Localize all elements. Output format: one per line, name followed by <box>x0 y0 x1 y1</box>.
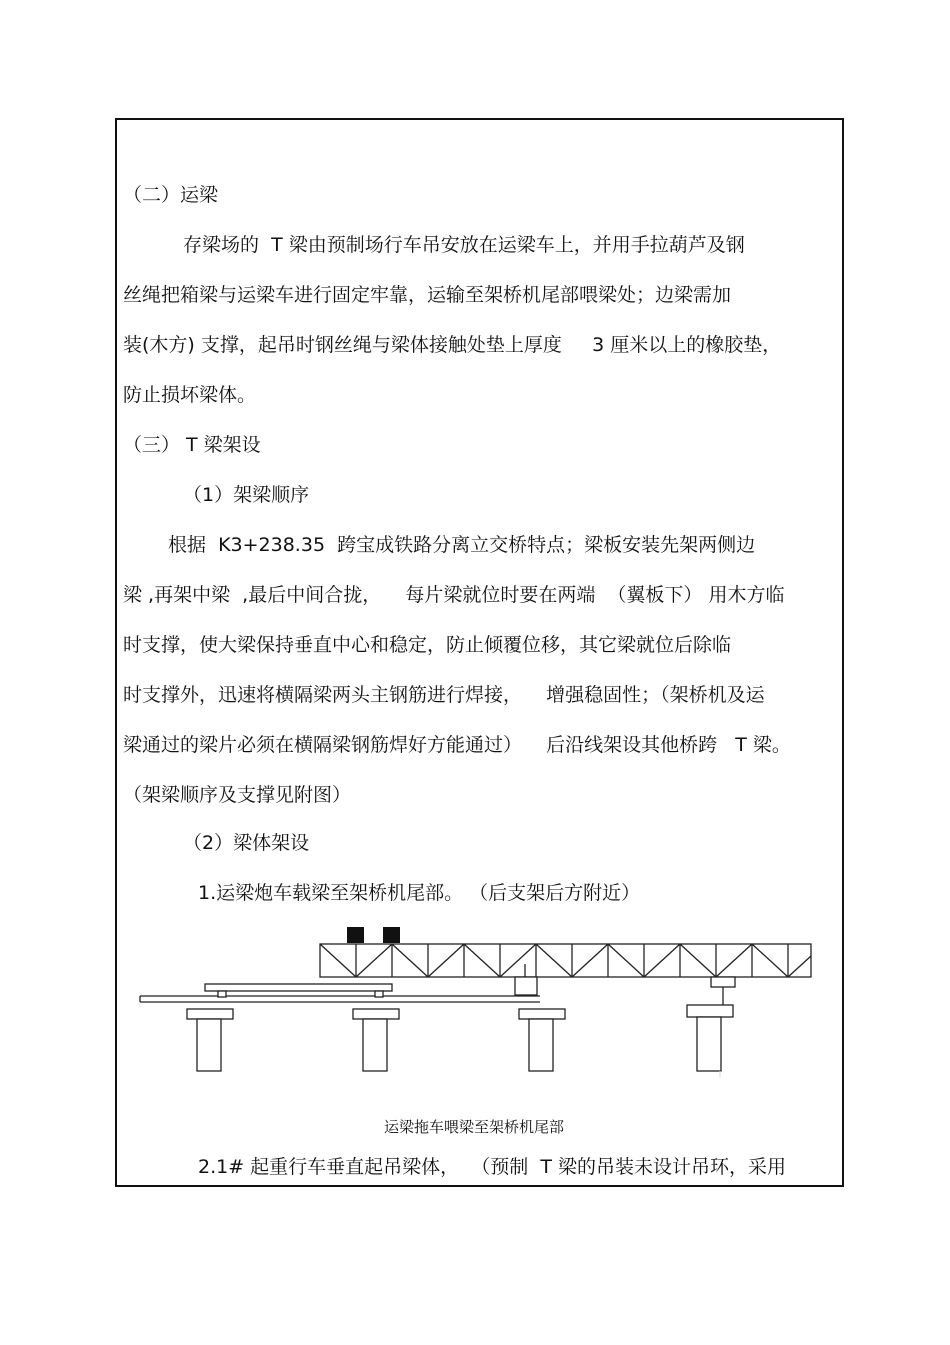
section-heading-erection: （三） T 梁架设 <box>123 434 261 456</box>
figure-caption: 运梁拖车喂梁至架桥机尾部 <box>384 1118 565 1136</box>
subheading-sequence: （1）架梁顺序 <box>183 484 310 506</box>
step-1-text: 1.运梁炮车载梁至架桥机尾部。 （后支架后方附近） <box>198 882 641 904</box>
step-2-text: 2.1# 起重行车垂直起吊梁体， （预制 T 梁的吊装未设计吊环，采用 <box>198 1156 786 1178</box>
paragraph-line: 根据 K3+238.35 跨宝成铁路分离立交桥特点；梁板安装先架两侧边 <box>168 534 756 556</box>
paragraph-line: 时支撑外，迅速将横隔梁两头主钢筋进行焊接， 增强稳固性；（架桥机及运 <box>123 684 765 706</box>
paragraph-line: 梁 ,再架中梁 ,最后中间合拢， 每片梁就位时要在两端 （翼板下） 用木方临 <box>123 584 785 606</box>
paragraph-line: 梁通过的梁片必须在横隔梁钢筋焊好方能通过） 后沿线架设其他桥跨 T 梁。 <box>123 734 791 756</box>
crane-trolley <box>347 927 364 943</box>
paragraph-line: 存梁场的 T 梁由预制场行车吊安放在运梁车上，并用手拉葫芦及钢 <box>183 234 745 256</box>
section-heading-transport: （二）运梁 <box>123 184 219 206</box>
crane-trolley <box>383 927 400 943</box>
bridge-piers <box>187 1005 733 1071</box>
paragraph-line: 丝绳把箱梁与运梁车进行固定牢靠，运输至架桥机尾部喂梁处；边梁需加 <box>123 284 732 306</box>
paragraph-line: 装(木方) 支撑，起吊时钢丝绳与梁体接触处垫上厚度 3 厘米以上的橡胶垫， <box>123 334 782 356</box>
subheading-beam-erection: （2）梁体架设 <box>183 832 310 854</box>
bridge-deck <box>140 964 735 1005</box>
paragraph-line: 防止损坏梁体。 <box>123 384 257 406</box>
bridge-erection-diagram <box>130 920 820 1095</box>
paragraph-line: 时支撑，使大梁保持垂直中心和稳定，防止倾覆位移，其它梁就位后除临 <box>123 634 732 656</box>
paragraph-line: （架梁顺序及支撑见附图） <box>123 784 352 806</box>
truss-girder <box>320 944 811 977</box>
